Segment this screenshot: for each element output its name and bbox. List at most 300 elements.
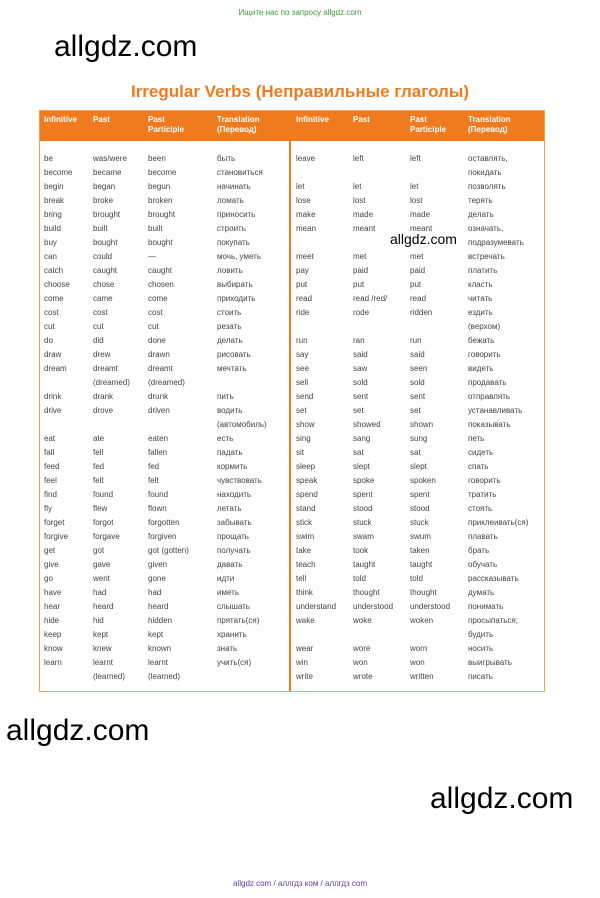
table-cell: won xyxy=(410,658,425,667)
table-cell: read xyxy=(296,294,313,303)
watermark-bottom-left: allgdz.com xyxy=(6,714,150,747)
table-cell: класть xyxy=(468,280,493,289)
table-cell: set xyxy=(296,406,307,415)
table-cell: sell xyxy=(296,378,309,387)
table-cell: got xyxy=(93,546,105,555)
table-cell: fell xyxy=(93,448,104,457)
table-cell: forgive xyxy=(44,532,69,541)
table-cell: идти xyxy=(217,574,235,583)
table-cell: позволять xyxy=(468,182,506,191)
table-cell: meant xyxy=(353,224,376,233)
table-cell: приходить xyxy=(217,294,256,303)
table-cell: rode xyxy=(353,308,370,317)
table-cell: прятать(ся) xyxy=(217,616,260,625)
table-cell: падать xyxy=(217,448,243,457)
table-cell: cut xyxy=(44,322,55,331)
table-cell: получать xyxy=(217,546,251,555)
table-cell: was/were xyxy=(93,154,127,163)
table-cell: told xyxy=(353,574,366,583)
table-cell: ridden xyxy=(410,308,433,317)
table-cell: win xyxy=(296,658,309,667)
table-cell: kept xyxy=(148,630,164,639)
table-cell: hid xyxy=(93,616,104,625)
table-cell: thought xyxy=(353,588,380,597)
table-cell: мочь, уметь xyxy=(217,252,261,261)
table-cell: писать xyxy=(468,672,493,681)
table-cell: go xyxy=(44,574,53,583)
table-cell: stuck xyxy=(353,518,372,527)
table-cell: taken xyxy=(410,546,430,555)
table-cell: met xyxy=(410,252,424,261)
table-cell: стоить xyxy=(217,308,242,317)
table-cell: drink xyxy=(44,392,62,401)
table-cell: feed xyxy=(44,462,60,471)
table-cell: flown xyxy=(148,504,167,513)
table-cell: read xyxy=(410,294,427,303)
table-cell: paid xyxy=(410,266,426,275)
table-cell: sit xyxy=(296,448,304,457)
table-cell: рассказывать xyxy=(468,574,519,583)
table-cell: had xyxy=(148,588,162,597)
table-cell: dreamt xyxy=(148,364,173,373)
table-cell: put xyxy=(410,280,422,289)
table-cell: felt xyxy=(93,476,104,485)
table-cell: тратить xyxy=(468,490,497,499)
table-cell: become xyxy=(44,168,73,177)
irregular-verbs-table xyxy=(39,110,545,692)
header-cell: Translation (Перевод) xyxy=(217,115,260,134)
table-cell: sung xyxy=(410,434,428,443)
table-cell: chose xyxy=(93,280,115,289)
table-cell: sat xyxy=(410,448,421,457)
table-cell: set xyxy=(353,406,364,415)
table-cell: forget xyxy=(44,518,65,527)
table-cell: кормить xyxy=(217,462,248,471)
table-cell: водить xyxy=(217,406,243,415)
table-cell: drew xyxy=(93,350,111,359)
table-cell: sold xyxy=(410,378,425,387)
table-cell: get xyxy=(44,546,56,555)
table-cell: forgot xyxy=(93,518,114,527)
table-cell: feel xyxy=(44,476,57,485)
header-cell: Infinitive xyxy=(44,115,77,124)
table-cell: left xyxy=(353,154,364,163)
table-cell: let xyxy=(410,182,419,191)
table-cell: understand xyxy=(296,602,337,611)
table-cell: продавать xyxy=(468,378,507,387)
table-cell: говорить xyxy=(468,350,501,359)
table-cell: begin xyxy=(44,182,64,191)
header-cell: Infinitive xyxy=(296,115,329,124)
table-cell: swam xyxy=(353,532,374,541)
table-cell: brought xyxy=(93,210,121,219)
table-cell: do xyxy=(44,336,53,345)
table-header xyxy=(40,111,544,141)
table-cell: buy xyxy=(44,238,57,247)
table-cell: drawn xyxy=(148,350,170,359)
table-cell: lost xyxy=(353,196,366,205)
table-cell: learnt xyxy=(93,658,114,667)
table-cell: swim xyxy=(296,532,315,541)
table-cell: meet xyxy=(296,252,314,261)
table-cell: tell xyxy=(296,574,307,583)
header-cell: Translation (Перевод) xyxy=(468,115,511,134)
footer-links: allgdz com / аллгдз ком / аллгдз com xyxy=(232,879,368,888)
table-cell: caught xyxy=(148,266,173,275)
table-cell: been xyxy=(148,154,166,163)
table-cell: written xyxy=(410,672,434,681)
table-cell: wore xyxy=(353,644,371,653)
table-cell: lost xyxy=(410,196,423,205)
table-cell: told xyxy=(410,574,423,583)
table-cell: (learned) xyxy=(93,672,126,681)
table-cell: be xyxy=(44,154,53,163)
table-cell: read /red/ xyxy=(353,294,388,303)
table-cell: drunk xyxy=(148,392,169,401)
table-cell: take xyxy=(296,546,312,555)
table-cell: петь xyxy=(468,434,485,443)
table-cell: found xyxy=(148,490,169,499)
table-cell: wake xyxy=(296,616,315,625)
table-cell: выбирать xyxy=(217,280,253,289)
table-cell: run xyxy=(410,336,422,345)
table-cell: ran xyxy=(353,336,365,345)
table-cell: брать xyxy=(468,546,490,555)
table-cell: (dreamed) xyxy=(148,378,185,387)
table-cell: become xyxy=(148,168,177,177)
table-cell: носить xyxy=(468,644,494,653)
table-cell: cost xyxy=(148,308,163,317)
table-cell: stand xyxy=(296,504,316,513)
table-cell: choose xyxy=(44,280,70,289)
table-cell: читать xyxy=(468,294,493,303)
table-cell: know xyxy=(44,644,63,653)
table-cell: find xyxy=(44,490,57,499)
table-cell: make xyxy=(296,210,316,219)
table-cell: let xyxy=(353,182,362,191)
table-cell: давать xyxy=(217,560,243,569)
table-cell: built xyxy=(93,224,108,233)
table-cell: took xyxy=(353,546,369,555)
table-cell: wear xyxy=(296,644,314,653)
table-cell: found xyxy=(93,490,114,499)
table-cell: forgiven xyxy=(148,532,177,541)
table-cell: known xyxy=(148,644,172,653)
table-cell: eaten xyxy=(148,434,169,443)
table-cell: ride xyxy=(296,308,310,317)
table-cell: pay xyxy=(296,266,309,275)
table-cell: stood xyxy=(410,504,430,513)
table-cell: быть xyxy=(217,154,236,163)
table-cell: heard xyxy=(148,602,169,611)
table-cell: done xyxy=(148,336,166,345)
table-cell: fall xyxy=(44,448,55,457)
table-cell: ездить xyxy=(468,308,493,317)
watermark-top: allgdz.com xyxy=(54,30,198,63)
table-cell: показывать xyxy=(468,420,511,429)
table-cell: cut xyxy=(93,322,104,331)
table-cell: driven xyxy=(148,406,170,415)
column-divider xyxy=(289,111,291,691)
table-cell: сидеть xyxy=(468,448,494,457)
table-cell: come xyxy=(44,294,64,303)
table-cell: see xyxy=(296,364,309,373)
table-cell: woke xyxy=(353,616,372,625)
table-cell: иметь xyxy=(217,588,239,597)
table-cell: dream xyxy=(44,364,67,373)
table-cell: given xyxy=(148,560,168,569)
header-cell: Past xyxy=(353,115,370,124)
table-cell: (dreamed) xyxy=(93,378,130,387)
table-cell: woken xyxy=(410,616,434,625)
table-cell: break xyxy=(44,196,65,205)
table-cell: showed xyxy=(353,420,381,429)
table-cell: taught xyxy=(410,560,433,569)
table-cell: есть xyxy=(217,434,234,443)
table-cell: slept xyxy=(353,462,370,471)
table-cell: платить xyxy=(468,266,498,275)
table-cell: ate xyxy=(93,434,105,443)
table-cell: sang xyxy=(353,434,371,443)
table-cell: приносить xyxy=(217,210,256,219)
header-cell: Past Participle xyxy=(148,115,185,134)
table-cell: hide xyxy=(44,616,60,625)
table-cell: sent xyxy=(410,392,426,401)
table-cell: write xyxy=(296,672,313,681)
table-cell: made xyxy=(353,210,374,219)
table-cell: летать xyxy=(217,504,242,513)
table-cell: sing xyxy=(296,434,311,443)
table-cell: stood xyxy=(353,504,373,513)
table-cell: gone xyxy=(148,574,166,583)
table-cell: подразумевать xyxy=(468,238,524,247)
table-cell: мечтать xyxy=(217,364,247,373)
table-cell: come xyxy=(148,294,168,303)
table-cell: stick xyxy=(296,518,312,527)
table-cell: находить xyxy=(217,490,252,499)
table-cell: hear xyxy=(44,602,61,611)
table-cell: run xyxy=(296,336,308,345)
table-cell: could xyxy=(93,252,113,261)
table-cell: dreamt xyxy=(93,364,118,373)
table-cell: had xyxy=(93,588,107,597)
table-cell: catch xyxy=(44,266,64,275)
table-cell: taught xyxy=(353,560,376,569)
table-cell: терять xyxy=(468,196,493,205)
table-cell: forgave xyxy=(93,532,120,541)
table-cell: — xyxy=(148,252,156,261)
table-cell: keep xyxy=(44,630,62,639)
table-cell: bought xyxy=(93,238,118,247)
table-cell: caught xyxy=(93,266,118,275)
table-cell: understood xyxy=(410,602,451,611)
top-note: Ищите нас по запросу allgdz.com xyxy=(238,8,362,17)
table-cell: stuck xyxy=(410,518,429,527)
table-cell: sat xyxy=(353,448,364,457)
table-cell: lose xyxy=(296,196,311,205)
table-cell: went xyxy=(93,574,110,583)
table-cell: say xyxy=(296,350,309,359)
table-cell: came xyxy=(93,294,113,303)
table-cell: начинать xyxy=(217,182,251,191)
table-cell: build xyxy=(44,224,61,233)
table-cell: рисовать xyxy=(217,350,251,359)
table-cell: хранить xyxy=(217,630,247,639)
table-cell: думать xyxy=(468,588,495,597)
table-cell: spend xyxy=(296,490,318,499)
table-cell: забывать xyxy=(217,518,252,527)
table-cell: kept xyxy=(93,630,109,639)
table-cell: begun xyxy=(148,182,171,191)
table-cell: gave xyxy=(93,560,111,569)
table-cell: spent xyxy=(353,490,373,499)
table-cell: строить xyxy=(217,224,246,233)
table-cell: slept xyxy=(410,462,427,471)
table-cell: spent xyxy=(410,490,430,499)
table-cell: shown xyxy=(410,420,434,429)
table-cell: learnt xyxy=(148,658,169,667)
table-cell: speak xyxy=(296,476,318,485)
table-cell: have xyxy=(44,588,62,597)
table-cell: встречать xyxy=(468,252,505,261)
table-cell: будить xyxy=(468,630,494,639)
table-cell: bring xyxy=(44,210,62,219)
table-cell: flew xyxy=(93,504,108,513)
table-cell: становиться xyxy=(217,168,263,177)
table-cell: bought xyxy=(148,238,173,247)
table-cell: heard xyxy=(93,602,114,611)
table-cell: выигрывать xyxy=(468,658,512,667)
table-cell: let xyxy=(296,182,305,191)
table-cell: резать xyxy=(217,322,242,331)
table-cell: knew xyxy=(93,644,112,653)
table-cell: ломать xyxy=(217,196,244,205)
table-cell: fed xyxy=(148,462,160,471)
table-cell: saw xyxy=(353,364,368,373)
table-cell: broke xyxy=(93,196,114,205)
table-cell: spoke xyxy=(353,476,375,485)
table-cell: seen xyxy=(410,364,428,373)
table-cell: ловить xyxy=(217,266,243,275)
table-cell: спать xyxy=(468,462,489,471)
table-cell: понимать xyxy=(468,602,504,611)
table-cell: built xyxy=(148,224,163,233)
table-cell: mean xyxy=(296,224,317,233)
table-cell: can xyxy=(44,252,57,261)
table-cell: won xyxy=(353,658,368,667)
table-cell: drive xyxy=(44,406,62,415)
table-cell: пить xyxy=(217,392,234,401)
table-cell: отправлять xyxy=(468,392,511,401)
table-cell: (автомобиль) xyxy=(217,420,267,429)
table-cell: did xyxy=(93,336,104,345)
table-cell: sent xyxy=(353,392,369,401)
table-cell: wrote xyxy=(353,672,373,681)
table-cell: делать xyxy=(217,336,243,345)
table-cell: said xyxy=(353,350,368,359)
table-cell: fallen xyxy=(148,448,168,457)
table-cell: прощать xyxy=(217,532,249,541)
table-cell: give xyxy=(44,560,59,569)
table-cell: fed xyxy=(93,462,105,471)
table-cell: cost xyxy=(93,308,108,317)
table-cell: плавать xyxy=(468,532,498,541)
table-cell: began xyxy=(93,182,116,191)
table-cell: sleep xyxy=(296,462,316,471)
table-cell: learn xyxy=(44,658,62,667)
table-cell: eat xyxy=(44,434,56,443)
table-cell: spoken xyxy=(410,476,436,485)
watermark-middle: allgdz.com xyxy=(390,231,457,247)
table-cell: leave xyxy=(296,154,316,163)
page-title: Irregular Verbs (Неправильные глаголы) xyxy=(130,82,470,101)
table-cell: left xyxy=(410,154,421,163)
table-cell: chosen xyxy=(148,280,174,289)
table-cell: drove xyxy=(93,406,114,415)
table-cell: understood xyxy=(353,602,394,611)
table-cell: draw xyxy=(44,350,62,359)
table-cell: fly xyxy=(44,504,52,513)
table-cell: show xyxy=(296,420,315,429)
table-cell: обучать xyxy=(468,560,498,569)
table-cell: teach xyxy=(296,560,316,569)
table-cell: (learned) xyxy=(148,672,181,681)
table-cell: слышать xyxy=(217,602,250,611)
table-cell: put xyxy=(353,280,365,289)
table-cell: forgotten xyxy=(148,518,180,527)
table-cell: meant xyxy=(410,224,433,233)
table-cell: felt xyxy=(148,476,159,485)
table-cell: put xyxy=(296,280,308,289)
table-cell: brought xyxy=(148,210,176,219)
table-cell: бежать xyxy=(468,336,495,345)
table-cell: покидать xyxy=(468,168,502,177)
table-cell: приклеивать(ся) xyxy=(468,518,529,527)
table-cell: знать xyxy=(217,644,238,653)
table-cell: broken xyxy=(148,196,173,205)
table-cell: чувствовать xyxy=(217,476,262,485)
table-cell: paid xyxy=(353,266,369,275)
table-cell: became xyxy=(93,168,122,177)
table-cell: стоять xyxy=(468,504,493,513)
table-cell: устанавливать xyxy=(468,406,523,415)
table-cell: worn xyxy=(410,644,428,653)
table-cell: sold xyxy=(353,378,368,387)
table-cell: видеть xyxy=(468,364,494,373)
table-cell: drank xyxy=(93,392,114,401)
table-cell: (верхом) xyxy=(468,322,501,331)
table-cell: означать, xyxy=(468,224,504,233)
table-cell: send xyxy=(296,392,314,401)
header-cell: Past xyxy=(93,115,110,124)
table-cell: учить(ся) xyxy=(217,658,252,667)
table-cell: делать xyxy=(468,210,494,219)
table-cell: thought xyxy=(410,588,437,597)
table-cell: cost xyxy=(44,308,59,317)
table-cell: met xyxy=(353,252,367,261)
table-cell: просыпаться; xyxy=(468,616,518,625)
header-cell: Past Participle xyxy=(410,115,447,134)
table-cell: говорить xyxy=(468,476,501,485)
table-cell: said xyxy=(410,350,425,359)
table-cell: swum xyxy=(410,532,431,541)
table-cell: made xyxy=(410,210,431,219)
table-cell: cut xyxy=(148,322,159,331)
table-cell: got (gotten) xyxy=(148,546,189,555)
table-cell: оставлять, xyxy=(468,154,508,163)
watermark-bottom-right: allgdz.com xyxy=(430,782,574,815)
table-cell: покупать xyxy=(217,238,250,247)
